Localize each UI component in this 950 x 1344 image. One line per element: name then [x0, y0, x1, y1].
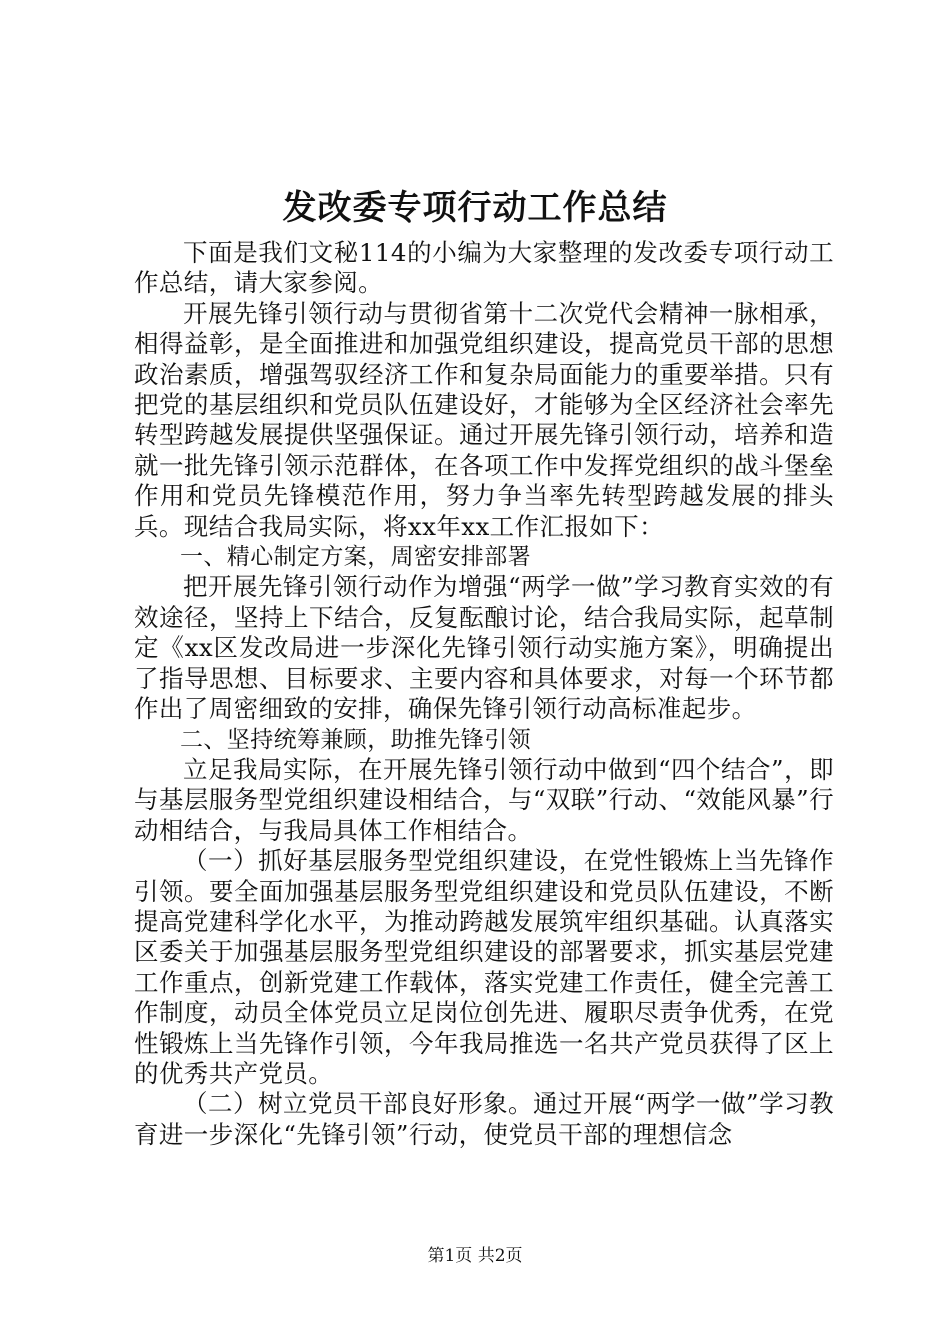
section-2-paragraph: 立足我局实际，在开展先锋引领行动中做到“四个结合”，即与基层服务型党组织建设相结合，与“双联”行动、“效能风暴”行动相结合，与我局具体工作相结合。	[134, 754, 834, 845]
subsection-1-paragraph: （一）抓好基层服务型党组织建设，在党性锻炼上当先锋作引领。要全面加强基层服务型党组织建设和党员队伍建设，不断提高党建科学化水平，为推动跨越发展筑牢组织基础。认真落实区委关于加强基层服务型党组织建设的部署要求，抓实基层党建工作重点，创新党建工作载体，落实党建工作责任，健全完善工作制度，动员全体党员立足岗位创先进、履职尽责争优秀，在党性锻炼上当先锋作引领，今年我局推选一名共产党员获得了区上的优秀共产党员。	[134, 846, 834, 1088]
section-heading-2: 二、坚持统筹兼顾，助推先锋引领	[180, 726, 531, 753]
section-heading-1: 一、精心制定方案，周密安排部署	[180, 544, 531, 571]
section-1-paragraph: 把开展先锋引领行动作为增强“两学一做”学习教育实效的有效途径，坚持上下结合，反复酝酿讨论，结合我局实际，起草制定《xx区发改局进一步深化先锋引领行动实施方案》，明确提出了指导思想、目标要求、主要内容和具体要求，对每一个环节都作出了周密细致的安排，确保先锋引领行动高标准起步。	[134, 572, 834, 724]
background-paragraph: 开展先锋引领行动与贯彻省第十二次党代会精神一脉相承，相得益彰，是全面推进和加强党组织建设，提高党员干部的思想政治素质，增强驾驭经济工作和复杂局面能力的重要举措。只有把党的基层组织和党员队伍建设好，才能够为全区经济社会率先转型跨越发展提供坚强保证。通过开展先锋引领行动，培养和造就一批先锋引领示范群体，在各项工作中发挥党组织的战斗堡垒作用和党员先锋模范作用，努力争当率先转型跨越发展的排头兵。现结合我局实际，将xx年xx工作汇报如下：	[134, 298, 834, 541]
intro-paragraph: 下面是我们文秘114的小编为大家整理的发改委专项行动工作总结，请大家参阅。	[134, 238, 834, 298]
subsection-2-paragraph: （二）树立党员干部良好形象。通过开展“两学一做”学习教育进一步深化“先锋引领”行动，使党员干部的理想信念	[134, 1089, 834, 1149]
page-footer: 第1页 共2页	[427, 1246, 523, 1266]
document-title: 发改委专项行动工作总结	[282, 188, 668, 228]
document-body	[134, 238, 834, 1150]
